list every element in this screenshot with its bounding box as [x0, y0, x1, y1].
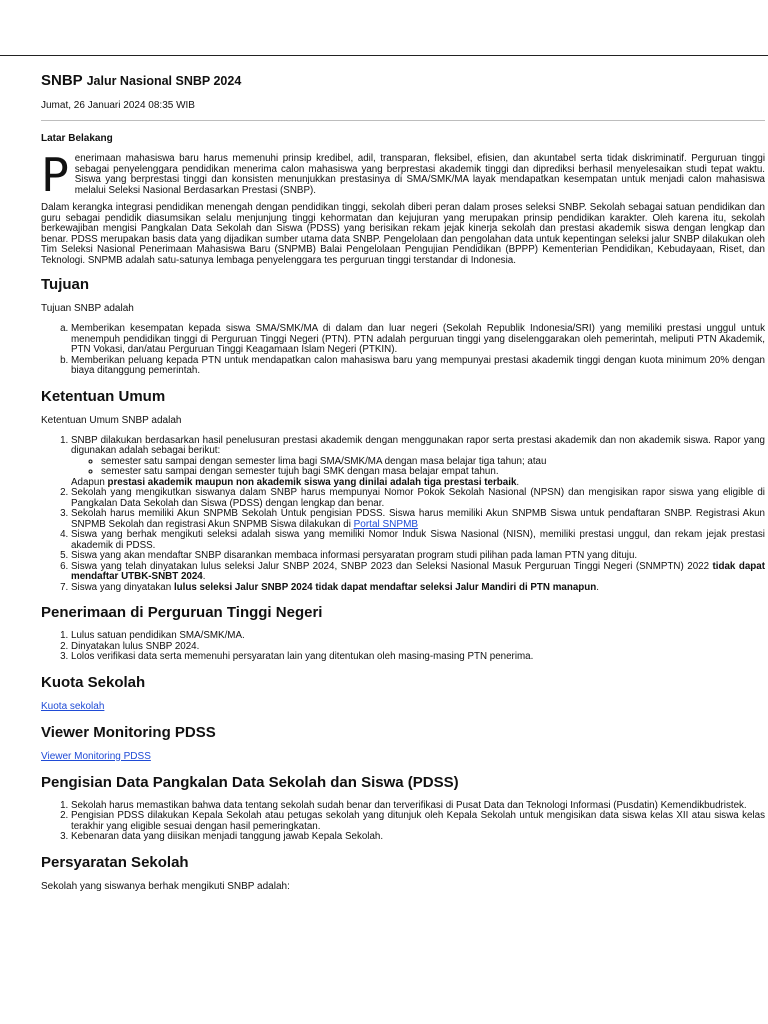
section-tujuan [41, 276, 765, 377]
section-pengisian-pdss [41, 774, 765, 843]
sub-list [71, 457, 765, 478]
list-item: a. Memberikan kesempatan kepada siswa SMA/SMK/MA di dalam dan luar negeri (Sekolah Republik Indonesia/SRI) yang memiliki prestasi unggul untuk menempuh pendidikan tinggi di Perguruan Tinggi Negeri (PTN). PTN adalah perguruan tinggi yang diselenggarakan oleh pemerintah, meliputi PTN Akademik, PTN Vokasi, dan/atau Perguruan Tinggi Keagamaan Islam Negeri (PTKIN). [71, 324, 765, 356]
section-kuota-sekolah [41, 674, 765, 713]
latar-belakang-label: Latar Belakang [41, 133, 113, 144]
kuota-heading: Kuota Sekolah [41, 673, 146, 691]
list-item [71, 562, 765, 583]
list-item: 3. Kebenaran data yang diisikan menjadi tanggung jawab Kepala Sekolah. [71, 832, 765, 843]
latar-belakang-para1 [41, 148, 765, 202]
list-item: 1. Lulus satuan pendidikan SMA/SMK/MA. [71, 631, 765, 642]
item-end: . [596, 581, 599, 593]
item-text: Siswa yang dinyatakan [71, 581, 174, 593]
section-penerimaan [41, 604, 765, 663]
list-item: 2. Pengisian PDSS dilakukan Kepala Sekolah atau petugas sekolah yang ditunjuk oleh Kepala Sekolah untuk mengisikan data siswa kelas XII atau siswa kelas terakhir yang eligible sesuai dengan hasil pemeringkatan. [71, 811, 765, 832]
persyaratan-intro: Sekolah yang siswanya berhak mengikuti SNBP adalah: [41, 880, 290, 892]
item-end: . [202, 571, 206, 582]
list-item: 4. Siswa yang berhak mengikuti seleksi adalah siswa yang memiliki Nomor Induk Siswa Nasional (NISN), memiliki prestasi unggul, dan rekam jejak prestasi akademik di PDSS. [71, 530, 765, 551]
item-text: SNBP dilakukan berdasarkan hasil penelusuran prestasi akademik dengan menggunakan rapor serta prestasi akademik dan non akademik siswa. Rapor yang digunakan adalah sebagai berikut: [71, 434, 765, 456]
para1-text: enerimaan mahasiswa baru harus memenuhi prinsip kredibel, adil, transparan, fleksibel, efisien, dan akuntabel serta tidak diskriminatif. Perguruan tinggi sebagai penyelenggara pendidikan menerima calon mahasiswa yang berprestasi akademik tinggi dan diprediksi berhasil menyelesaikan studi tepat waktu. Siswa yang berprestasi tinggi dan konsisten menunjukkan prestasinya di SMA/SMK/MA layak mendapatkan kesempatan untuk menjadi calon mahasiswa melalui Seleksi Nasional Berdasarkan Prestasi (SNBP). [74, 153, 765, 196]
tujuan-heading: Tujuan [41, 276, 90, 293]
latar-belakang-para2: Dalam kerangka integrasi pendidikan menengah dengan pendidikan tinggi, sekolah diberi peran dalam proses seleksi SNBP. Sekolah sebagai satuan pendidikan dan guru sebagai pendidik diasumsikan selalu menjunjung tinggi kehormatan dan kejujuran yang merupakan prinsip pendidikan karakter. Oleh karena itu, sekolah berkewajiban mengisi Pangkalan Data Sekolah dan Siswa (PDSS) yang berisikan rekam jejak kinerja sekolah dan prestasi akademik siswa dengan lengkap dan benar. PDSS merupakan basis data yang dijadikan sumber utama data SNBP. Pengelolaan dan pengolahan data untuk kepentingan seleksi jalur SNBP dilakukan oleh Tim Seleksi Nasional Penerimaan Mahasiswa Baru (SNPMB) Balai Pengelolaan Pengujian Pendidikan (BPPP) Kementerian Pendidikan, Kebudayaan, Riset, dan Teknologi. SNPMB adalah satu-satunya lembaga penyelenggara tes perguruan tinggi terstandar di Indonesia. [41, 202, 765, 266]
ketentuan-heading: Ketentuan Umum [41, 387, 166, 405]
penerimaan-heading: Penerimaan di Perguruan Tinggi Negeri [41, 604, 323, 621]
list-item: 2. Sekolah yang mengikutkan siswanya dalam SNBP harus mempunyai Nomor Pokok Sekolah Nasional (NPSN) dan mengisikan rapor siswa yang eligible di Pangkalan Data Sekolah dan Siswa (PDSS) dengan lengkap dan benar. [71, 488, 765, 509]
top-divider [0, 55, 768, 56]
viewer-monitoring-link[interactable]: Viewer Monitoring PDSS [41, 750, 151, 762]
list-item: 5. Siswa yang akan mendaftar SNBP disarankan membaca informasi persyaratan program studi pilihan pada laman PTN yang dituju. [71, 551, 765, 562]
list-item: 2. Dinyatakan lulus SNBP 2024. [71, 642, 765, 653]
section-persyaratan-sekolah [41, 854, 765, 893]
tujuan-intro: Tujuan SNBP adalah [41, 303, 134, 314]
title-main: SNBP [41, 72, 83, 89]
tujuan-list [41, 324, 765, 377]
adapun-bold: prestasi akademik maupun non akademik siswa yang dinilai adalah tiga prestasi terbaik [107, 476, 517, 488]
viewer-heading: Viewer Monitoring PDSS [41, 723, 216, 741]
penerimaan-list [41, 631, 765, 663]
adapun-end: . [516, 476, 520, 488]
adapun-text: Adapun [71, 476, 108, 488]
sub-list-item: ◦ semester satu sampai dengan semester lima bagi SMA/SMK/MA dengan masa belajar tiga tahun; atau [101, 457, 765, 468]
page-title [41, 72, 765, 90]
pengisian-list [41, 801, 765, 843]
header-divider [41, 120, 765, 121]
kuota-sekolah-link[interactable]: Kuota sekolah [41, 700, 105, 712]
section-viewer-monitoring [41, 724, 765, 763]
ketentuan-list [41, 436, 765, 594]
publish-date: Jumat, 26 Januari 2024 08:35 WIB [41, 100, 195, 111]
list-item [71, 509, 765, 530]
drop-cap: P [41, 148, 69, 202]
sub-list-item: ◦ semester satu sampai dengan semester tujuh bagi SMK dengan masa belajar empat tahun. [101, 467, 765, 478]
persyaratan-heading: Persyaratan Sekolah [41, 853, 189, 871]
item-bold: tidak dapat mendaftar UTBK-SNBT 2024 [71, 560, 765, 582]
article [41, 72, 765, 893]
item-bold: lulus seleksi Jalur SNBP 2024 tidak dapat mendaftar seleksi Jalur Mandiri di PTN manapun [173, 581, 597, 593]
section-ketentuan-umum [41, 388, 765, 594]
item-text: Sekolah harus memiliki Akun SNPMB Sekolah Untuk pengisian PDSS. Siswa harus memiliki Akun SNPMB Siswa untuk pendaftaran SNBP. Registrasi Akun SNPMB Sekolah dan registrasi Akun SNPMB Siswa dilakukan di [71, 508, 765, 530]
list-item: 3. Lolos verifikasi data serta memenuhi persyaratan lain yang ditentukan oleh masing-masing PTN penerima. [71, 652, 765, 663]
list-item: b. Memberikan peluang kepada PTN untuk mendapatkan calon mahasiswa baru yang mempunyai prestasi akademik tinggi dengan kuota minimum 20% dengan biaya ditanggung pemerintah. [71, 356, 765, 377]
list-item [71, 583, 765, 594]
list-item [71, 436, 765, 489]
list-item: 1. Sekolah harus memastikan bahwa data tentang sekolah sudah benar dan terverifikasi di Pusat Data dan Teknologi Informasi (Pusdatin) Kemendikbudristek. [71, 801, 765, 812]
title-subtitle: Jalur Nasional SNBP 2024 [86, 74, 242, 88]
portal-snpmb-link[interactable]: Portal SNPMB [353, 518, 419, 530]
item-text: Siswa yang telah dinyatakan lulus seleksi Jalur SNBP 2024, SNBP 2023 dan Seleksi Nasional Masuk Perguruan Tinggi Negeri (SNMPTN) 2022 [71, 560, 713, 572]
ketentuan-intro: Ketentuan Umum SNBP adalah [41, 414, 182, 426]
pengisian-heading: Pengisian Data Pangkalan Data Sekolah dan Siswa (PDSS) [41, 773, 459, 791]
